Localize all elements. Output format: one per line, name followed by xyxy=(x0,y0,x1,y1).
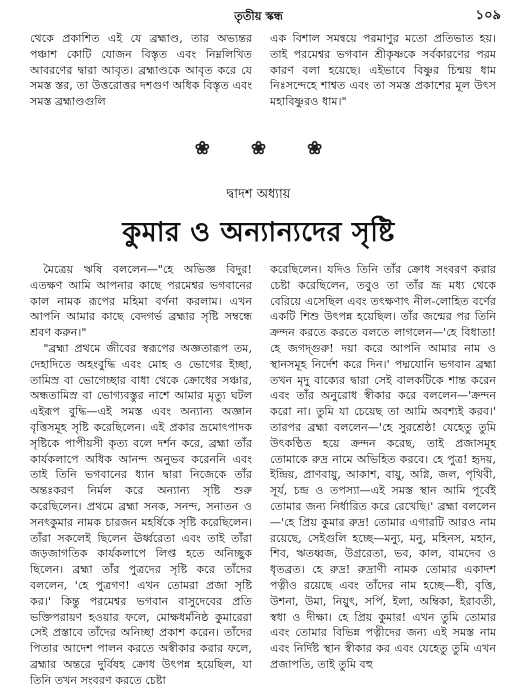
running-header xyxy=(0,6,517,28)
top-left-column xyxy=(30,31,252,110)
top-right-column xyxy=(270,31,496,110)
ornament-icon: ❀ xyxy=(194,138,210,159)
chapter-label: দ্বাদশ অধ্যায় xyxy=(226,187,291,202)
main-right-column xyxy=(270,262,496,673)
paragraph: "ব্রহ্মা প্রথমে জীবের স্বরূপের অজ্ঞতারূপ তম, দেহাদিতে অহংবুদ্ধি এবং মোহ ও ভোগের ইচ্ছা, তামিস্র বা ভোগেচ্ছার বাধা থেকে ক্রোধের সঞ্চার, অন্ধতামিস্র বা ভোগ্যবস্তুর নাশে আমার মৃত্যু ঘটল এইরূপ বুদ্ধি—এই সমস্ত এবং অন্যান্য অজ্ঞান বৃত্তিসমূহ সৃষ্টি করেছিলেন। এই প্রকার ভ্রমোৎপাদক সৃষ্টিকে পাপীয়সী কৃত্য বলে দর্শন করে, ব্রহ্মা তাঁর কার্যকলাপে অধিক আনন্দ অনুভব করেননি এবং তাই তিনি ভগবানের ধ্যান দ্বারা নিজেকে তাঁর অন্তঃকরণ নির্মল করে অন্যান্য সৃষ্টি শুরু করেছিলেন। প্রথমে ব্রহ্মা সনক, সনন্দ, সনাতন ও সনৎকুমার নামক চারজন মহর্ষিকে সৃষ্টি করেছিলেন। তাঁরা সকলেই ছিলেন ঊর্ধ্বরেতা এবং তাই তাঁরা জড়জাগতিক কার্যকলাপে লিপ্ত হতে অনিচ্ছুক ছিলেন। ব্রহ্মা তাঁর পুত্রদের সৃষ্টি করে তাঁদের বললেন, 'হে পুত্রগণ! এখন তোমরা প্রজা সৃষ্টি কর।' কিন্তু পরমেশ্বর ভগবান বাসুদেবের প্রতি ভক্তিপরায়ণ হওয়ার ফলে, মোক্ষধর্মনিষ্ঠ কুমারেরা সেই প্রস্তাবে তাঁদের অনিচ্ছা প্রকাশ করেন। তাঁদের পিতার আদেশ পালন করতে অস্বীকার করার ফলে, ব্রহ্মার অন্তরে দুর্বিষহ ক্রোধ উৎপন্ন হয়েছিল, যা তিনি তখন সংবরণ করতে চেষ্টা xyxy=(30,341,252,687)
top-right-paragraph: এক বিশাল সমন্বয়ে পরমাণুর মতো প্রতিভাত হয়। তাই পরমেশ্বর ভগবান শ্রীকৃষ্ণকে সর্বকারণের পরম কারণ বলা হয়েছে। এইভাবে বিষ্ণুর চিন্ময় ধাম নিঃসন্দেহে শাশ্বত এবং তা সমস্ত প্রকাশের মূল উৎস মহাবিষ্ণুরও ধাম।" xyxy=(270,32,496,109)
running-title: তৃতীয় স্কন্ধ xyxy=(234,9,283,23)
ornament-divider xyxy=(0,138,517,159)
top-left-paragraph: থেকে প্রকাশিত এই যে ব্রহ্মাণ্ড, তার অভ্যন্তর পঞ্চাশ কোটি যোজন বিস্তৃত এবং নিম্নলিখিত আবরণের দ্বারা আবৃত। ব্রহ্মাণ্ডকে আবৃত করে যে সমস্ত স্তর, তা উত্তরোত্তর দশগুণ অধিক বিস্তৃত এবং সমস্ত ব্রহ্মাণ্ডগুলি xyxy=(30,32,252,109)
paragraph: করেছিলেন। যদিও তিনি তাঁর ক্রোধ সংবরণ করার চেষ্টা করেছিলেন, তবুও তা তাঁর ভ্রূ মধ্য থেকে বেরিয়ে এসেছিল এবং তৎক্ষণাৎ নীল-লোহিত বর্ণের একটি শিশু উৎপন্ন হয়েছিল। তাঁর জন্মের পর তিনি ক্রন্দন করতে করতে বলতে লাগলেন—'হে বিধাতা! হে জগদ্‌গুরু! দয়া করে আপনি আমার নাম ও স্থানসমূহ নির্দেশ করে দিন।' পদ্মযোনি ভগবান ব্রহ্মা তখন মৃদু বাক্যের দ্বারা সেই বালকটিকে শান্ত করেন এবং তাঁর অনুরোধ স্বীকার করে বললেন—'ক্রন্দন করো না। তুমি যা চেয়েছ তা আমি অবশ্যই করব।' তারপর ব্রহ্মা বললেন—'হে সুরশ্রেষ্ঠ! যেহেতু তুমি উৎকণ্ঠিত হয়ে ক্রন্দন করেছ, তাই প্রজাসমূহ তোমাকে রুদ্র নামে অভিহিত করবে। হে পুত্র! হৃদয়, ইন্দ্রিয়, প্রাণবায়ু, আকাশ, বায়ু, অগ্নি, জল, পৃথিবী, সূর্য, চন্দ্র ও তপস্যা—এই সমস্ত স্থান আমি পূর্বেই তোমার জন্য নির্ধারিত করে রেখেছি।' ব্রহ্মা বললেন—'হে প্রিয় কুমার রুদ্র! তোমার এগারটি আরও নাম রয়েছে, সেইগুলি হচ্ছে—মন্যু, মনু, মহিনস, মহান, শিব, ঋতধ্বজ, উগ্ররেতা, ভব, কাল, বামদেব ও ধৃতব্রত। হে রুদ্র! রুদ্রাণী নামক তোমার একাদশ পত্নীও রয়েছে এবং তাঁদের নাম হচ্ছে—ধী, বৃত্তি, উশনা, উমা, নিয়ুৎ, সর্পি, ইলা, অম্বিকা, ইরাবতী, স্বধা ও দীক্ষা। হে প্রিয় কুমার! এখন তুমি তোমার এবং তোমার বিভিন্ন পত্নীদের জন্য এই সমস্ত নাম এবং নির্দিষ্ট স্থান স্বীকার কর এবং যেহেতু তুমি এখন প্রজাপতি, তাই তুমি বহু xyxy=(270,263,496,671)
ornament-icon: ❀ xyxy=(250,138,267,159)
page-number: ১০৯ xyxy=(475,8,501,23)
paragraph: মৈত্রেয় ঋষি বললেন—"হে অভিজ্ঞ বিদুর! এতক্ষণ আমি আপনার কাছে পরমেশ্বর ভগবানের কাল নামক রূপের মহিমা বর্ণনা করলাম। এখন আপনি আমার কাছে বেদগর্ভ ব্রহ্মার সৃষ্টি সম্বন্ধে শ্রবণ করুন।" xyxy=(30,263,252,340)
ornament-icon: ❀ xyxy=(307,138,323,159)
main-left-column xyxy=(30,262,252,689)
chapter-title: কুমার ও অন্যান্যদের সৃষ্টি xyxy=(122,217,395,248)
